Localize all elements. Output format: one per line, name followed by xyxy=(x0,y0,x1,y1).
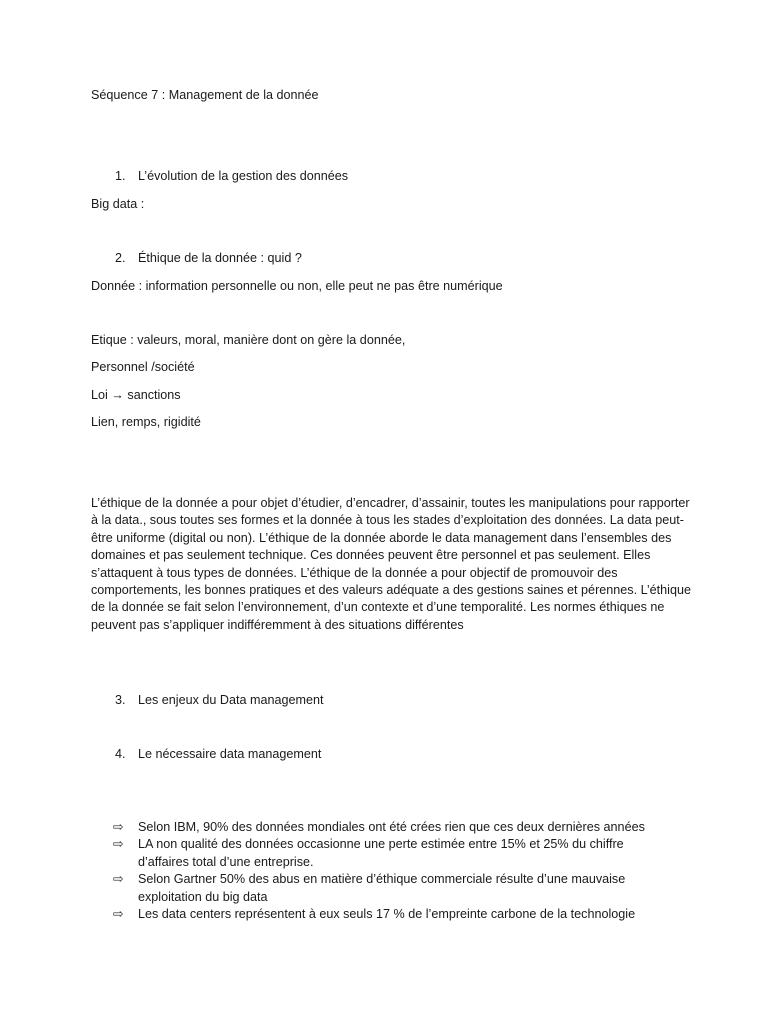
facts-bullet-list xyxy=(113,819,673,923)
document-title: Séquence 7 : Management de la donnée xyxy=(91,88,319,102)
section-label: L’évolution de la gestion des données xyxy=(138,169,349,183)
donnee-definition: Donnée : information personnelle ou non, elle peut ne pas être numérique xyxy=(91,279,503,293)
list-item xyxy=(113,819,673,836)
list-item-text: LA non qualité des données occasionne une perte estimée entre 15% et 25% du chiffre d’affaires total d’une entreprise. xyxy=(138,837,624,869)
section-number: 3. xyxy=(115,693,126,707)
note-line: Etique : valeurs, moral, manière dont on gère la donnée, xyxy=(91,333,406,347)
note-line: Personnel /société xyxy=(91,360,195,374)
section-number: 2. xyxy=(115,251,126,265)
section-label: Le nécessaire data management xyxy=(138,747,322,761)
section-number: 1. xyxy=(115,169,126,183)
arrow-right-icon: ⇨ xyxy=(113,820,124,834)
list-item-text: Les data centers représentent à eux seuls 17 % de l’empreinte carbone de la technologie xyxy=(138,907,636,922)
section-label: Éthique de la donnée : quid ? xyxy=(138,251,302,265)
list-item xyxy=(113,871,673,906)
section-number: 4. xyxy=(115,747,126,761)
arrow-right-icon: ⇨ xyxy=(113,872,124,887)
ethics-paragraph: L’éthique de la donnée a pour objet d’étudier, d’encadrer, d’assainir, toutes les manipulations pour rapporter à la data., sous toutes ses formes et la donnée à tous les stades d’exploitation des données. La data peut-être uniforme (digital ou non). L’éthique de la donnée aborde le data management dans l’ensembles des domaines et pas seulement technique. Ces données peuvent être personnel et pas seulement. Elles s’attaquent à tous types de données. L’éthique de la donnée a pour objectif de promouvoir des comportements, les bonnes pratiques et des valeurs adéquate a des gestions saines et pérennes. L’éthique de la donnée se fait selon l’environnement, d’un contexte et d’une temporalité. Les normes éthiques ne peuvent pas s’appliquer indifféremment à des situations différentes xyxy=(91,496,691,632)
arrow-right-icon: ⇨ xyxy=(113,907,124,922)
list-item-text: Selon Gartner 50% des abus en matière d’éthique commerciale résulte d’une mauvaise exploitation du big data xyxy=(138,872,626,904)
big-data-label: Big data : xyxy=(91,197,145,211)
arrow-right-icon: ⇨ xyxy=(113,837,124,852)
list-item xyxy=(113,906,673,923)
note-line: Loi → sanctions xyxy=(91,388,181,402)
section-label: Les enjeux du Data management xyxy=(138,693,324,707)
note-line: Lien, remps, rigidité xyxy=(91,415,201,429)
list-item xyxy=(113,836,673,871)
list-item-text: Selon IBM, 90% des données mondiales ont été crées rien que ces deux dernières années xyxy=(138,820,645,834)
